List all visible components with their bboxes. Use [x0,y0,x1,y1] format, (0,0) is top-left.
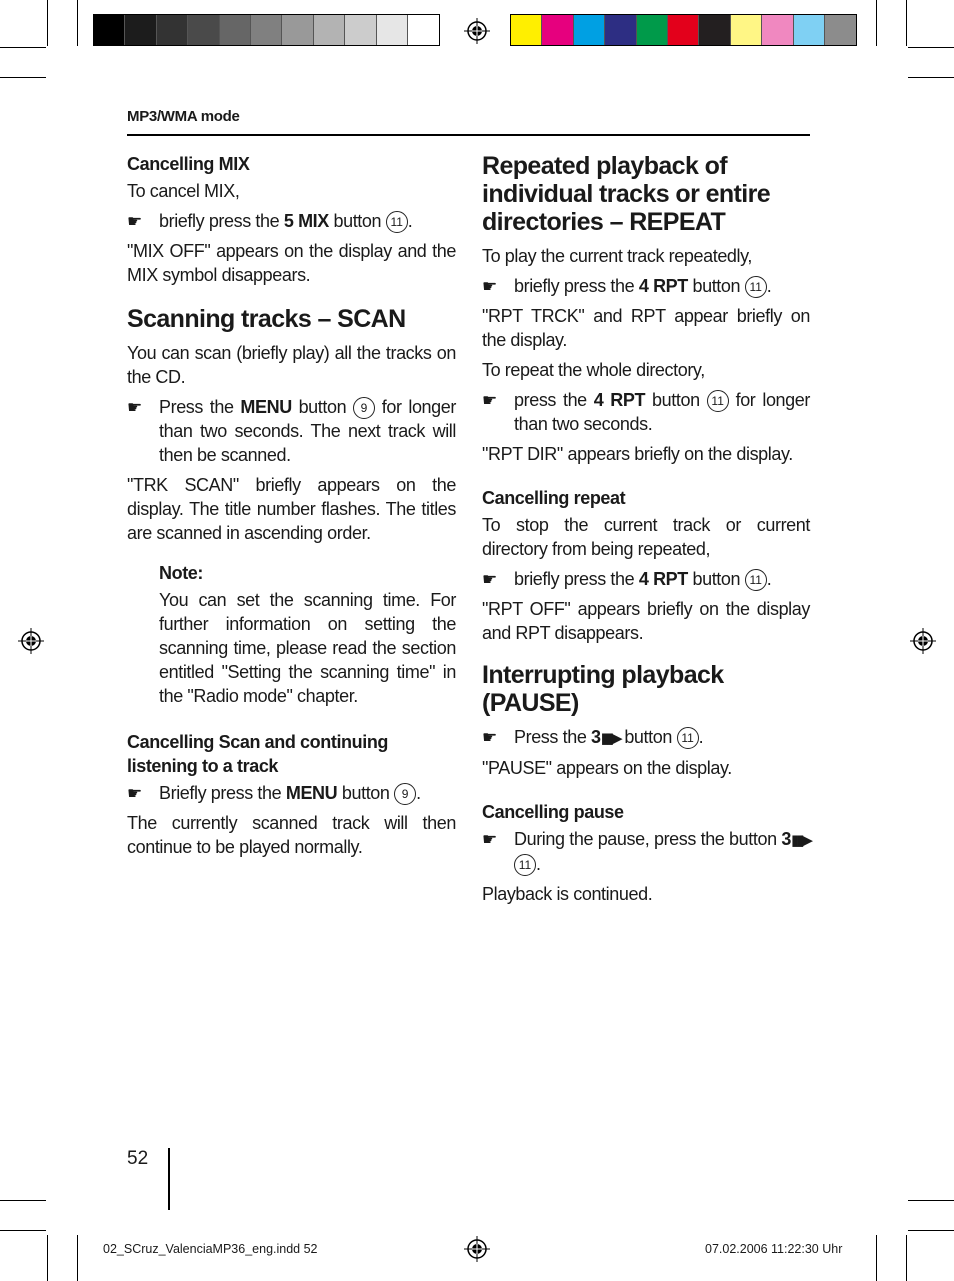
color-swatch [668,15,699,45]
note-box [127,561,456,708]
button-number-badge: 11 [677,727,699,749]
color-swatch [542,15,573,45]
cancel-pause-step: ☛ During the pause, press the button 3▮▮▶11 . [482,829,811,874]
cancel-pause-title: Cancelling pause [482,802,624,822]
left-column [127,152,456,865]
grayscale-color-bar [93,14,440,46]
cancel-repeat-result: "RPT OFF" appears briefly on the display and RPT disappears. [482,599,810,643]
cancel-mix-result: "MIX OFF" appears on the display and the MIX symbol disappears. [127,241,456,285]
crop-mark [77,1235,78,1281]
crop-mark [77,0,78,46]
crop-mark [876,0,877,46]
pointing-hand-icon: ☛ [482,570,497,590]
scan-intro: You can scan (briefly play) all the tracks on the CD. [127,343,456,387]
cancel-repeat-title: Cancelling repeat [482,488,626,508]
registration-mark-icon [910,628,936,654]
crop-mark [876,1235,877,1281]
note-text: You can set the scanning time. For further information on setting the scanning time, please read the section entitled "Setting the scanning time" in the "Radio mode" chapter. [159,590,456,706]
cancel-mix-title: Cancelling MIX [127,154,250,174]
crop-mark [0,1230,46,1231]
crop-mark [47,1235,48,1281]
color-swatch [314,15,345,45]
registration-mark-icon [464,1236,490,1262]
button-number-badge: 11 [707,390,729,412]
running-header [127,108,810,136]
button-number-badge: 11 [745,276,767,298]
pause-step: ☛ Press the 3▮▮▶ button 11 . [482,727,704,748]
play-pause-icon: ▮▮▶ [600,729,620,747]
button-number-badge: 11 [514,854,536,876]
color-swatch [251,15,282,45]
cancel-repeat-intro: To stop the current track or current directory from being repeated, [482,515,810,559]
repeat-dir-intro: To repeat the whole directory, [482,360,705,380]
color-swatch [220,15,251,45]
cancel-mix-intro: To cancel MIX, [127,181,240,201]
button-number-badge: 11 [386,211,408,233]
pointing-hand-icon: ☛ [482,728,497,748]
cancel-mix-step: ☛ briefly press the 5 MIX button 11 . [127,211,413,232]
color-swatch [794,15,825,45]
pause-result: "PAUSE" appears on the display. [482,758,732,778]
color-swatch [731,15,762,45]
button-number-badge: 9 [353,397,375,419]
crop-mark [908,1200,954,1201]
play-pause-icon: ▮▮▶ [790,831,811,849]
crop-mark [908,77,954,78]
pointing-hand-icon: ☛ [127,784,142,804]
print-slug-file: 02_SCruz_ValenciaMP36_eng.indd 52 [103,1242,318,1256]
crop-mark [0,47,46,48]
scan-result: "TRK SCAN" briefly appears on the display. The title number flashes. The titles are scanned in ascending order. [127,475,456,543]
pointing-hand-icon: ☛ [127,398,142,418]
color-swatch [825,15,856,45]
note-title: Note: [159,563,203,583]
repeat-dir-step: ☛ press the 4 RPT button 11 for longer than two seconds. [482,390,810,434]
registration-mark-icon [464,18,490,44]
repeat-track-step: ☛ briefly press the 4 RPT button 11 . [482,276,772,297]
crop-mark [908,47,954,48]
color-swatch [699,15,730,45]
scan-heading: Scanning tracks – SCAN [127,305,406,333]
process-color-bar [510,14,857,46]
right-column [482,152,810,912]
registration-mark-icon [18,628,44,654]
cancel-scan-result: The currently scanned track will then continue to be played normally. [127,813,456,857]
color-swatch [637,15,668,45]
crop-mark [47,0,48,46]
pointing-hand-icon: ☛ [482,277,497,297]
button-number-badge: 11 [745,569,767,591]
pause-heading: Interrupting playback (PAUSE) [482,661,724,717]
page-number: 52 [127,1148,149,1169]
color-swatch [345,15,376,45]
repeat-intro: To play the current track repeatedly, [482,246,753,266]
cancel-scan-step: ☛ Briefly press the MENU button 9 . [127,783,421,804]
crop-mark [908,1230,954,1231]
color-swatch [282,15,313,45]
pointing-hand-icon: ☛ [482,391,497,411]
repeat-track-result: "RPT TRCK" and RPT appear briefly on the display. [482,306,810,350]
color-swatch [574,15,605,45]
crop-mark [906,1235,907,1281]
cancel-pause-result: Playback is continued. [482,884,653,904]
crop-mark [0,77,46,78]
scan-step: ☛ Press the MENU button 9 for longer than two seconds. The next track will then be scanned. [127,397,456,465]
repeat-heading: Repeated playback of individual tracks or entire directories – REPEAT [482,152,771,236]
color-swatch [762,15,793,45]
page-number-divider [168,1148,170,1210]
color-swatch [125,15,156,45]
crop-mark [906,0,907,46]
color-swatch [511,15,542,45]
cancel-scan-title: Cancelling Scan and continuing listening to a track [127,732,389,776]
color-swatch [157,15,188,45]
section-title: MP3/WMA mode [127,108,240,125]
button-number-badge: 9 [394,783,416,805]
repeat-dir-result: "RPT DIR" appears briefly on the display. [482,444,793,464]
color-swatch [377,15,408,45]
cancel-repeat-step: ☛ briefly press the 4 RPT button 11 . [482,569,772,590]
pointing-hand-icon: ☛ [127,212,142,232]
color-swatch [408,15,439,45]
crop-mark [0,1200,46,1201]
print-slug-date: 07.02.2006 11:22:30 Uhr [705,1242,843,1256]
color-swatch [94,15,125,45]
color-swatch [188,15,219,45]
color-swatch [605,15,636,45]
pointing-hand-icon: ☛ [482,830,497,850]
